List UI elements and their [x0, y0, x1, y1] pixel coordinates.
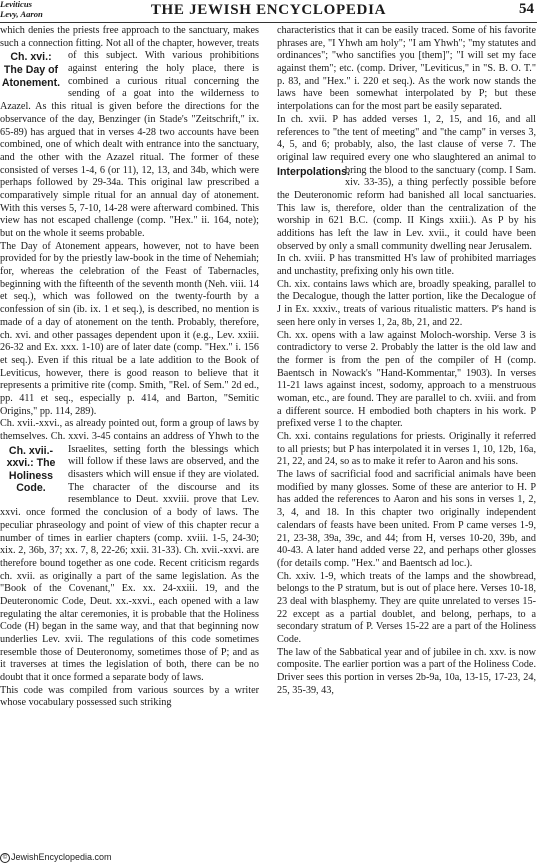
running-head-line2: Levy, Aaron	[0, 8, 43, 19]
page-header	[0, 0, 537, 23]
paragraph: This code was compiled from various sources by a writer whose vocabulary possessed such striking	[0, 684, 259, 709]
paragraph: The laws of sacrificial food and sacrificial animals have been modified by many glosses. Some of these are anterior to H. P has added the references to Aaron and his sons in verses 1, 2, 3, 4, and 18. In this chapter two originally independent calendars of feasts have been united. From P came verses 1-9, 21, 23-38, 39a, 39c, and 44; from H, verses 10-20, 39b, and 40-43. A later hand added verse 22, and perhaps other glosses (for details comp. "Hex." and Baentsch ad loc.).	[277, 469, 536, 569]
paragraph	[0, 25, 259, 241]
paragraph: Ch. xix. contains laws which are, broadly speaking, parallel to the Decalogue, though the latter portion, like the Decalogue of J in Ex. xxxiv., treats of various ritualistic matters. P's hand is seen here only in verses 1, 2a, 8b, 21, and 22.	[277, 278, 536, 328]
paragraph	[277, 114, 536, 254]
paragraph-text: Ch. xvii.-xxvi., as already pointed out, form a group of laws by themselves. Ch. xxvi. 3-45 contains an address of Yhwh to the Israelites, setting forth the blessings which	[0, 418, 259, 455]
paragraph-text: this subject. With various prohibitions against entering the holy place, there is combined a curious ritual concerning the sending of a goat into the wilderness to Azazel. As this ritual is given before the directions for the observance of the day, Benzinger (in Stade's "Zeitschrift," ix. 65-89) has argued that in verses 4-28 two accounts have been combined, one of which dealt with entrance into the sanctuary, and the other with the Azazel ritual. The former of these consisted of verses 1-4, 6 (or 11), 12, 13, and 34b, which were perhaps followed by 29-34a. This original law prescribed a comparatively simple ritual for an annual day of atonement. With this verses 5, 7-10, 14-28 were afterward combined. This view has not escaped challenge (comp. "Hex." ii. 164, note); but on the whole it seems probable.	[0, 50, 259, 239]
paragraph: Ch. xxiv. 1-9, which treats of the lamps and the showbread, belongs to the P stratum, but is out of place here. Verses 10-18, 23 deal with blasphemy. They are quite unrelated to verses 15-22 except as a partial doublet, and belong, perhaps, to a secondary stratum of P. Verses 15-22 are a part of the Holiness Code.	[277, 570, 536, 645]
paragraph: The law of the Sabbatical year and of jubilee in ch. xxv. is now composite. The earlier portion was a part of the Holiness Code. Driver sees this portion in verses 2b-9a, 10a, 13-15, 17-23, 24, 25, 35-39, 43,	[277, 646, 536, 696]
paragraph: In ch. xviii. P has transmitted H's law of prohibited marriages and unchastity, prefixing only his own title.	[277, 253, 536, 278]
paragraph-text: the sanctuary (comp. I Sam. xiv. 33-35), a thing perfectly possible before the Deuteronomic reform had banished all local sanctuaries. This law is, therefore, older than the centralization of the worship in 621 B.C. (comp. II Kings xxiii.). As P by his additions has left the law in Lev. xvii., it could have been observed by only a small community dwelling near Jerusalem.	[277, 164, 536, 252]
paragraph: Ch. xx. opens with a law against Moloch-worship. Verse 3 is contradictory to verse 2. Probably the latter is the old law and the former is from the pen of the compiler of H (comp. Baentsch in Nowack's "Hand-Kommentar," 1903). In verses 11-21 laws against incest, sodomy, approach to a menstruous woman, etc., are found. They are parallel to ch. xviii. and from a different source. H embodied both chapters in his work. P prefixed verse 1 to the chapter.	[277, 329, 536, 430]
running-head-line1: Leviticus	[0, 0, 32, 9]
page-number: 54	[519, 1, 534, 17]
paragraph-text: In ch. xvii. P has added verses 1, 2, 15, and 16, and all references to "the tent of meeting" and "the camp" in verses 3, 4, 5, and 6; probably, also, the last clause of verse 7. The original law required every one who slaughtered an animal to bring the blood to	[277, 113, 536, 176]
sidenote-day-of-atonement: Ch. xvi.: The Day of Atonement.	[1, 51, 61, 89]
page-title: THE JEWISH ENCYCLOPEDIA	[150, 2, 387, 18]
sidenote-holiness-code: Ch. xvii.-xxvi.: The Holiness Code.	[6, 444, 56, 495]
sidenote-interpolations: Interpolations.	[277, 165, 350, 178]
paragraph-text: will follow if these laws are observed, and the disasters which will ensue if they are violated. The character of the discourse and its resemblance to Deut. xxviii. prove that Lev. xxvi. once formed the conclusion of a body of laws. The peculiar phraseology and point of view of this chapter recur a number of times in earlier chapters (comp. xviii. 1-5, 24-30; xix. 2, 36b, 37; xx. 7, 8, 22-26; xxii. 31-33). Ch. xvii.-xxvi. are therefore bound together as one code. Recent criticism regards ch. xvii. as originally a part of the same legislation. As the "Book of the Covenant," Ex. xx. 24-xxiii. 19, and the Deuteronomic Code, Deut. xx.-xxvi., each opened with a law regulating the altar ceremonies, it is probable that the Holiness Code (H) began in the same way, and that that beginning now underlies Lev. xvii. The regulations of this code sometimes resemble those of Deuteronomy, sometimes those of P; and as it traverses at times the legislation of both, there can be no doubt that it once formed a separate body of laws.	[0, 456, 259, 684]
paragraph: Ch. xxi. contains regulations for priests. Originally it referred to all priests; but P has interpolated it in verses 1, 10, 12b, 16a, 21, 22, and 24, so as to make it refer to Aaron and his sons.	[277, 431, 536, 468]
right-column	[277, 25, 536, 849]
paragraph	[0, 418, 259, 684]
left-column	[0, 25, 259, 849]
paragraph: The Day of Atonement appears, however, not to have been provided for by the priestly law-book in the time of Nehemiah; for, whereas the celebration of the Feast of Tabernacles, beginning with the fifteenth of the seventh month (Neh. viii. 14 et seq.), which was followed on the twenty-fourth by a confession of sin (ib. ix. 1 et seq.), is described, no mention is made of a day of atonement on the tenth. Probably, therefore, ch. xvi. and other passages dependent upon it (e.g., Lev. xxiii. 26-32 and Ex. xxx. 1-10) are of later date (comp. "Hex." i. 156 et seq.). Even if this ritual be a late addition to the Book of Leviticus, however, there is good reason to believe that it represents a primitive rite (comp. Smith, "Rel. of Sem." 2d ed., pp. 411 et seq., especially p. 414, and Barton, "Semitic Origins," pp. 114, 289).	[0, 240, 259, 417]
copyright-icon: ©	[0, 853, 10, 863]
site-link[interactable]: JewishEncyclopedia.com	[11, 852, 112, 862]
footer	[0, 852, 112, 863]
paragraph-text: which denies the priests free approach to the sanctuary, makes such a connection fitting. Not all of the chapter, however, treats of	[0, 25, 259, 62]
paragraph: characteristics that it can be easily traced. Some of his favorite phrases are, "I Yhwh am holy"; "I am Yhwh"; "my statutes and ordinances"; "who sanctifies you [them]"; "I will set my face against them"; etc. (comp. Driver, "Leviticus," in "S. B. O. T." p. 83, and "Hex." i. 220 et seq.). As the work now stands the laws have been somewhat interpolated by P; but these interpolations can for the most part be easily separated.	[277, 25, 536, 113]
